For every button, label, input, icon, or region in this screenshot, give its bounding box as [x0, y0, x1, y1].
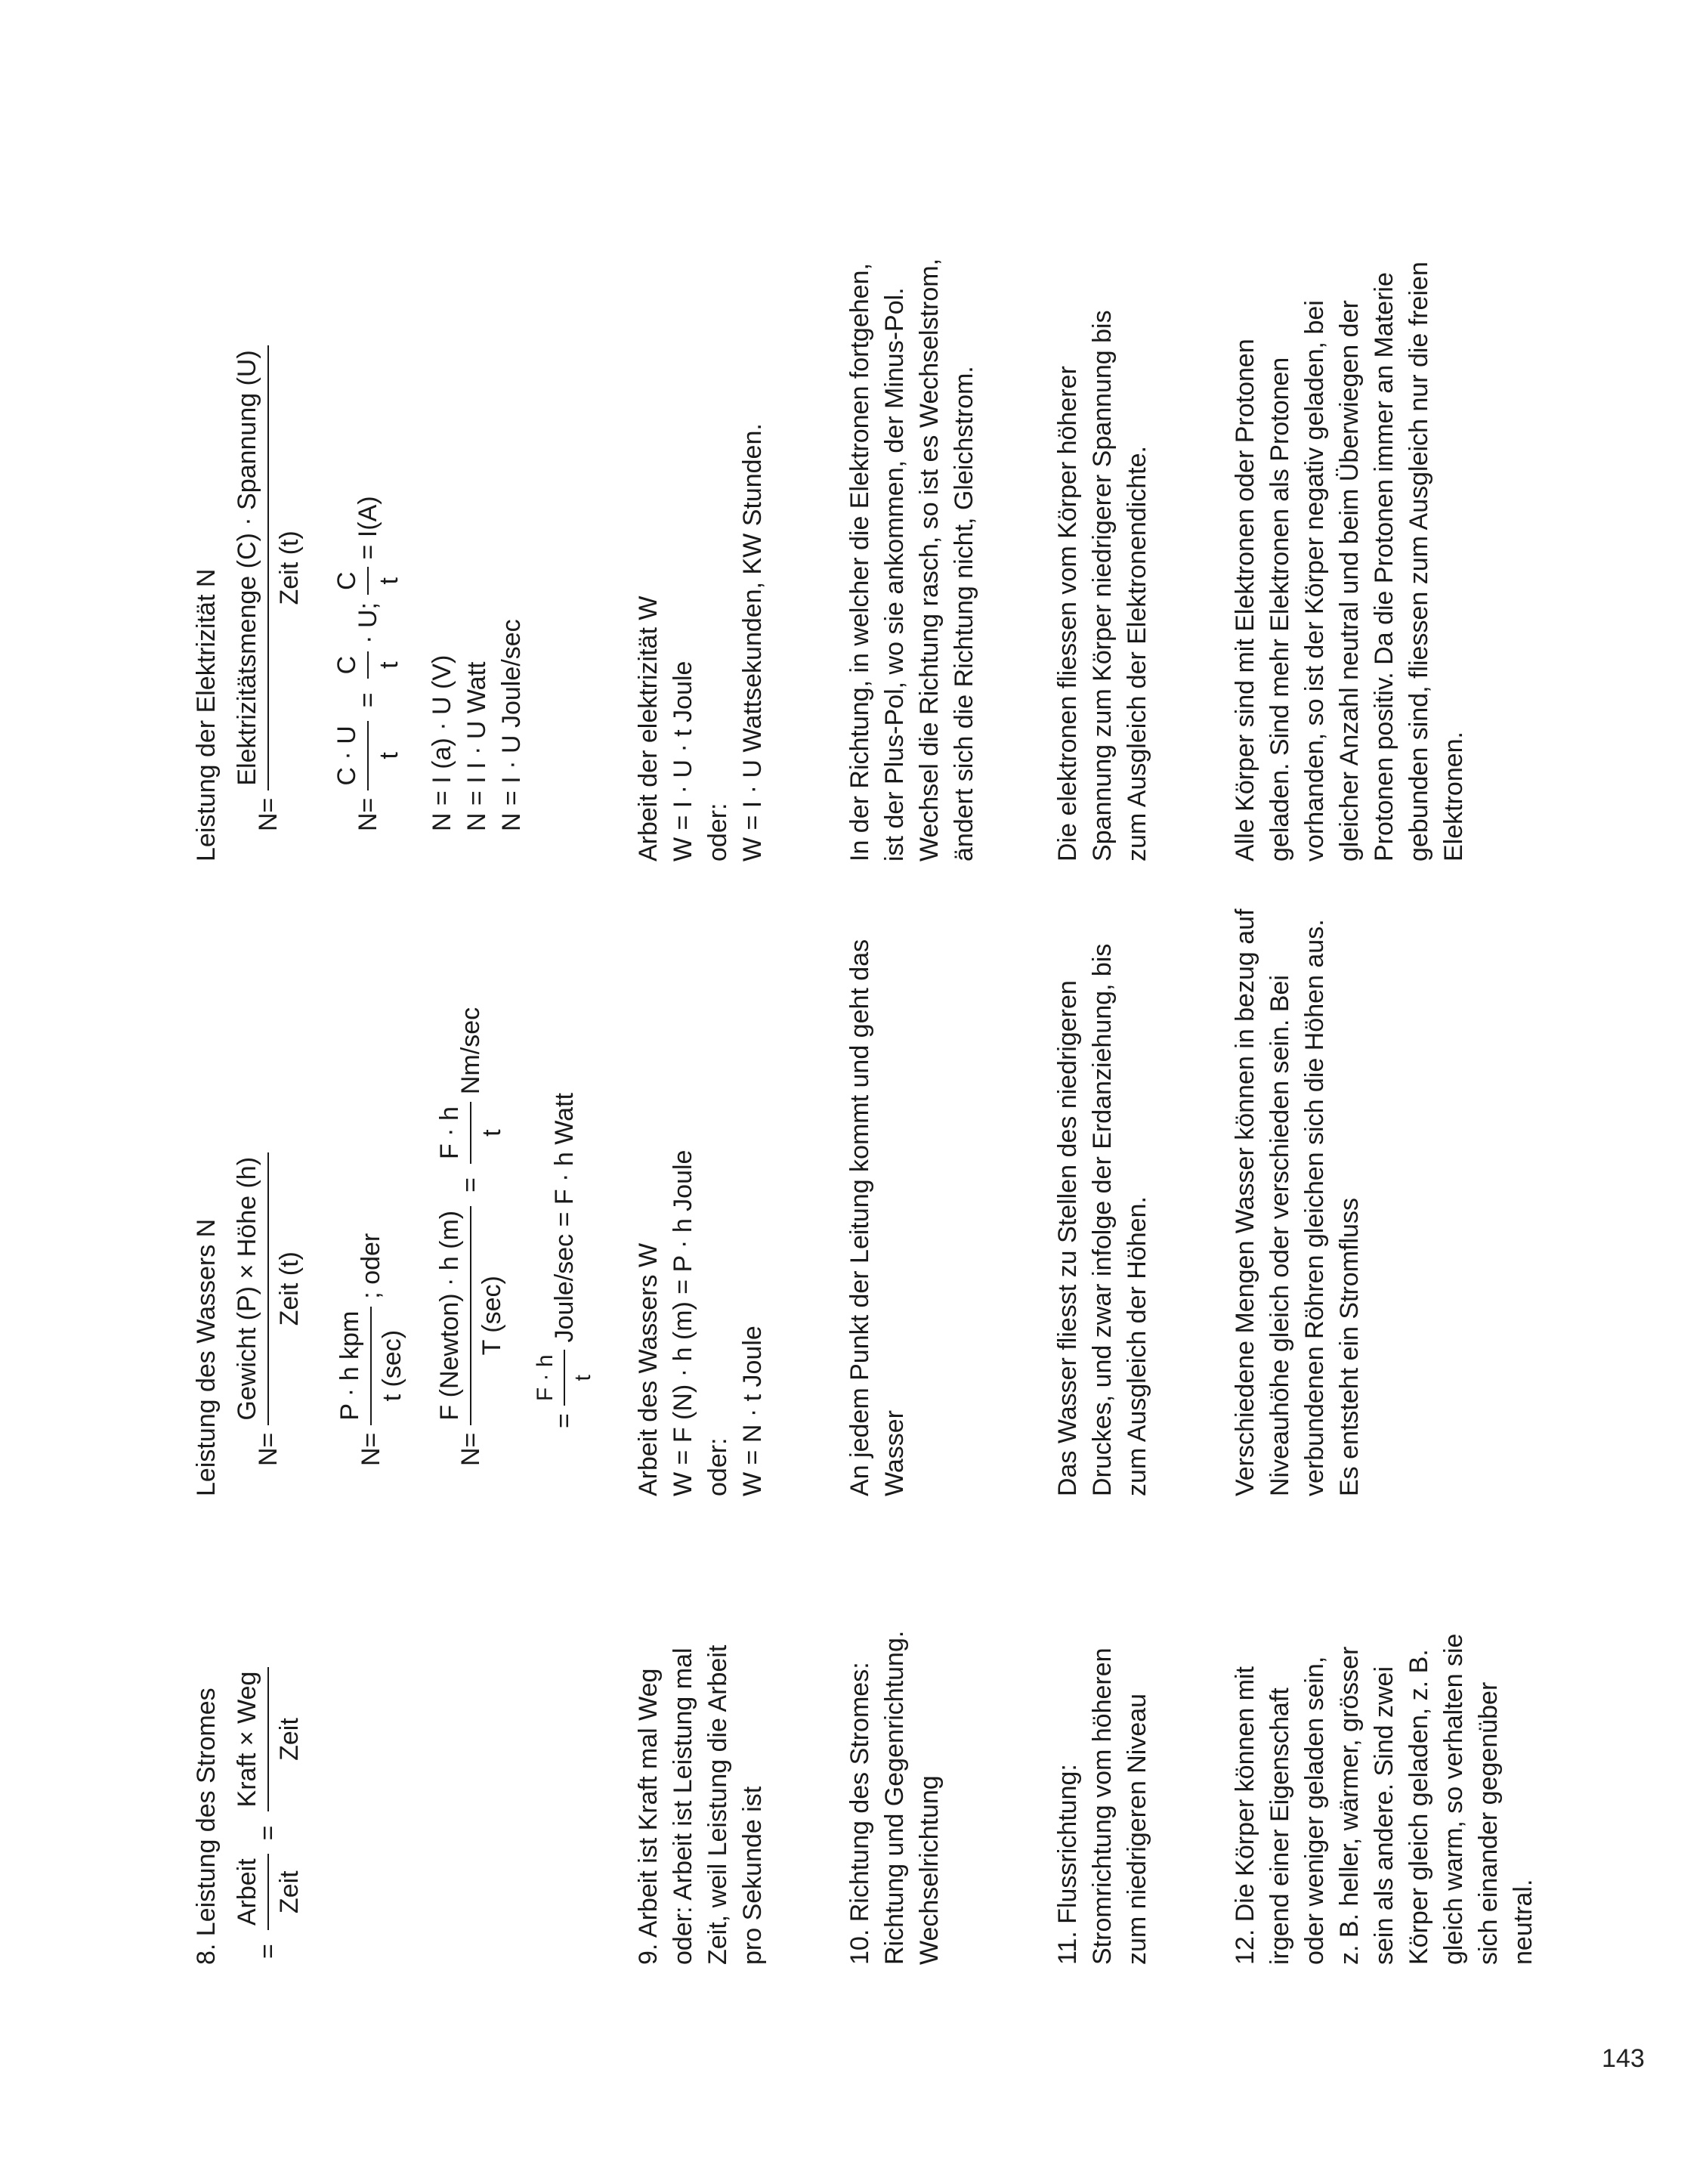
formula-prefix: N=: [354, 797, 382, 831]
water-formula-line-3: [432, 846, 509, 1466]
formula-prefix: N=: [254, 1432, 283, 1466]
section-10-left-column: [842, 1534, 947, 1965]
electric-work-column: [631, 113, 770, 862]
fraction-arbeit-zeit: [230, 1854, 307, 1930]
text-line: Arbeit der elektrizität W: [634, 595, 663, 862]
text-line: zum niedrigeren Niveau: [1123, 1693, 1151, 1965]
text-line: Alle Körper sind mit Elektronen oder Protonen: [1231, 339, 1259, 862]
text-line: Niveauhöhe gleich oder verschieden sein. Bei: [1266, 975, 1294, 1496]
water-work-column: [631, 846, 770, 1496]
text-line: Das Wasser fliesst zu Stellen des niedrigeren: [1053, 980, 1082, 1496]
fraction-denominator: Zeit (t): [275, 531, 304, 605]
formula-suffix: ; oder: [357, 1233, 385, 1299]
water-power-heading: Leistung des Wassers N: [192, 1218, 221, 1496]
section-8-heading: 8. Leistung des Stromes: [192, 1687, 221, 1965]
electric-power-column: [189, 113, 529, 862]
fraction-kraft-weg-zeit: [230, 1667, 307, 1812]
electric-formula-line-3: N = I (a) · U (V): [428, 654, 456, 831]
text-line: W = I · U Wattsekunden, KW Stunden.: [738, 423, 767, 862]
fraction: [230, 1152, 307, 1425]
text-line: 9. Arbeit ist Kraft mal Weg: [634, 1668, 663, 1965]
fraction: [432, 1102, 509, 1164]
section-8-formula: [230, 1534, 307, 1965]
fraction-numerator: C · U: [329, 721, 369, 790]
fraction-denominator: Zeit (t): [275, 1251, 304, 1326]
text-line: Druckes, und zwar infolge der Erdanziehung, bis: [1088, 943, 1117, 1496]
fraction-denominator: Zeit: [275, 1870, 304, 1914]
electric-power-heading: Leistung der Elektrizität N: [192, 568, 221, 862]
section-8-left-column: [189, 1534, 307, 1965]
fraction-denominator: t: [570, 1375, 595, 1381]
text-line: Wasser: [880, 1410, 909, 1496]
text-line: W = I · U · t Joule: [669, 660, 697, 862]
text-line: In der Richtung, in welcher die Elektronen fortgehen,: [845, 263, 874, 862]
section-9-left-column: [631, 1534, 770, 1965]
electric-formula-line-4: N = I I · U Watt: [462, 661, 491, 831]
text-line: pro Sekunde ist: [738, 1786, 767, 1965]
formula-suffix: Joule/sec = F · h Watt: [550, 1093, 579, 1343]
text-line: gleich warm, so verhalten sie: [1439, 1633, 1468, 1965]
fraction-numerator: Elektrizitätsmenge (C) · Spannung (U): [230, 345, 269, 790]
fraction: [329, 567, 406, 595]
rotated-page-content: [189, 113, 1538, 1965]
text-line: W = N · t Joule: [738, 1326, 767, 1496]
text-line: zum Ausgleich der Elektronendichte.: [1123, 446, 1151, 862]
electric-flow-column: [1050, 113, 1154, 862]
water-formula-line-2: [332, 846, 410, 1466]
text-line: Stromrichtung vom höheren: [1088, 1647, 1117, 1965]
text-line: Protonen positiv. Da die Protonen immer an Materie: [1370, 272, 1398, 862]
water-power-column: [189, 846, 598, 1496]
electric-formula-lines: [425, 113, 529, 831]
text-line: Wechsel die Richtung rasch, so ist es Wechselstrom,: [915, 258, 944, 862]
fraction-denominator: t: [375, 752, 403, 759]
text-line: oder:: [703, 1437, 732, 1496]
text-line: oder weniger geladen sein,: [1300, 1656, 1329, 1965]
text-line: neutral.: [1509, 1879, 1538, 1965]
text-line: Verschiedene Mengen Wasser können in bezug auf: [1231, 908, 1259, 1496]
electric-formula-line-1: [230, 113, 307, 831]
text-line: Zeit, weil Leistung die Arbeit: [703, 1644, 732, 1965]
text-line: verbundenen Röhren gleichen sich die Höhen aus.: [1300, 919, 1329, 1496]
text-line: gebunden sind, fliessen zum Ausgleich nur die freien: [1405, 261, 1433, 862]
water-formula-line-4: [530, 846, 598, 1428]
text-line: W = F (N) · h (m) = P · h Joule: [669, 1149, 697, 1496]
fraction-denominator: t: [477, 1129, 506, 1137]
text-line: 11. Flussrichtung:: [1053, 1764, 1082, 1965]
electric-direction-column: [842, 113, 981, 862]
fraction-numerator: F · h: [432, 1102, 471, 1164]
text-line: oder:: [703, 803, 732, 862]
text-line: Richtung und Gegenrichtung.: [880, 1630, 909, 1965]
text-line: oder: Arbeit ist Leistung mal: [669, 1647, 697, 1965]
fraction-numerator: Arbeit: [230, 1854, 269, 1930]
water-direction-column: [842, 846, 912, 1496]
formula-suffix: = I(A): [354, 496, 382, 560]
fraction-denominator: t: [375, 661, 403, 669]
text-line: sich einander gegenüber: [1474, 1681, 1503, 1965]
fraction: [530, 1350, 598, 1406]
text-line: An jedem Punkt der Leitung kommt und geht das: [845, 939, 874, 1496]
text-line: vorhanden, so ist der Körper negativ geladen, bei: [1300, 300, 1329, 862]
text-line: Elektronen.: [1439, 732, 1468, 862]
fraction-numerator: P · h kpm: [332, 1307, 372, 1425]
section-11-left-column: [1050, 1534, 1154, 1965]
fraction: [230, 345, 307, 790]
text-line: ändert sich die Richtung nicht, Gleichstrom.: [950, 366, 978, 862]
equals-sign: =: [254, 1825, 283, 1841]
text-line: irgend einer Eigenschaft: [1266, 1687, 1294, 1965]
formula-prefix: N=: [456, 1432, 485, 1466]
text-line: zum Ausgleich der Höhen.: [1123, 1196, 1151, 1496]
fraction: [432, 1206, 509, 1425]
electric-formula-line-2: [329, 113, 406, 831]
fraction: [329, 721, 406, 790]
fraction-numerator: Kraft × Weg: [230, 1667, 269, 1812]
water-formula-line-1: [230, 846, 307, 1466]
text-line: 10. Richtung des Stromes:: [845, 1662, 874, 1965]
fraction-numerator: C: [329, 567, 369, 595]
electric-formula-line-5: N = I · U Joule/sec: [497, 619, 526, 831]
text-line: Spannung zum Körper niedrigerer Spannung bis: [1088, 310, 1117, 862]
text-line: Körper gleich geladen, z. B.: [1405, 1649, 1433, 1965]
fraction-numerator: Gewicht (P) × Höhe (h): [230, 1152, 269, 1425]
fraction-denominator: Zeit: [275, 1718, 304, 1761]
text-line: sein als andere. Sind zwei: [1370, 1666, 1398, 1965]
fraction-denominator: t: [375, 577, 403, 585]
formula-prefix: N=: [357, 1432, 385, 1466]
page-number: 143: [1602, 2044, 1645, 2073]
text-line: Arbeit des Wassers W: [634, 1242, 663, 1496]
water-flow-column: [1050, 846, 1154, 1496]
electric-charge-column: [1228, 113, 1471, 862]
fraction-numerator: F · h: [530, 1350, 565, 1406]
text-line: gleicher Anzahl neutral und beim Überwiegen der: [1335, 300, 1364, 862]
text-line: geladen. Sind mehr Elektronen als Protonen: [1266, 357, 1294, 862]
section-12-left-column: [1228, 1534, 1541, 1965]
formula-prefix: =: [550, 1413, 579, 1428]
text-line: Es entsteht ein Stromfluss: [1335, 1198, 1364, 1496]
text-line: z. B. heller, wärmer, grösser: [1335, 1646, 1364, 1965]
fraction-denominator: t (sec): [378, 1329, 406, 1402]
text-line: ist der Plus-Pol, wo sie ankommen, der Minus-Pol.: [880, 287, 909, 862]
fraction-numerator: C: [329, 651, 369, 679]
fraction: [332, 1307, 410, 1425]
equals-sign: =: [456, 1177, 485, 1193]
text-line: Die elektronen fliessen vom Körper höherer: [1053, 366, 1082, 862]
fraction-numerator: F (Newton) · h (m): [432, 1206, 471, 1425]
fraction: [329, 651, 406, 679]
water-level-column: [1228, 846, 1367, 1496]
fraction-denominator: T (sec): [477, 1276, 506, 1356]
formula-suffix: Nm/sec: [456, 1007, 485, 1095]
text-line: 12. Die Körper können mit: [1231, 1666, 1259, 1965]
equals-sign: =: [354, 692, 382, 708]
formula-prefix: N=: [254, 797, 283, 831]
formula-middle: · U;: [354, 602, 382, 644]
text-line: Wechselrichtung: [915, 1775, 944, 1965]
equals-sign: =: [254, 1944, 283, 1959]
